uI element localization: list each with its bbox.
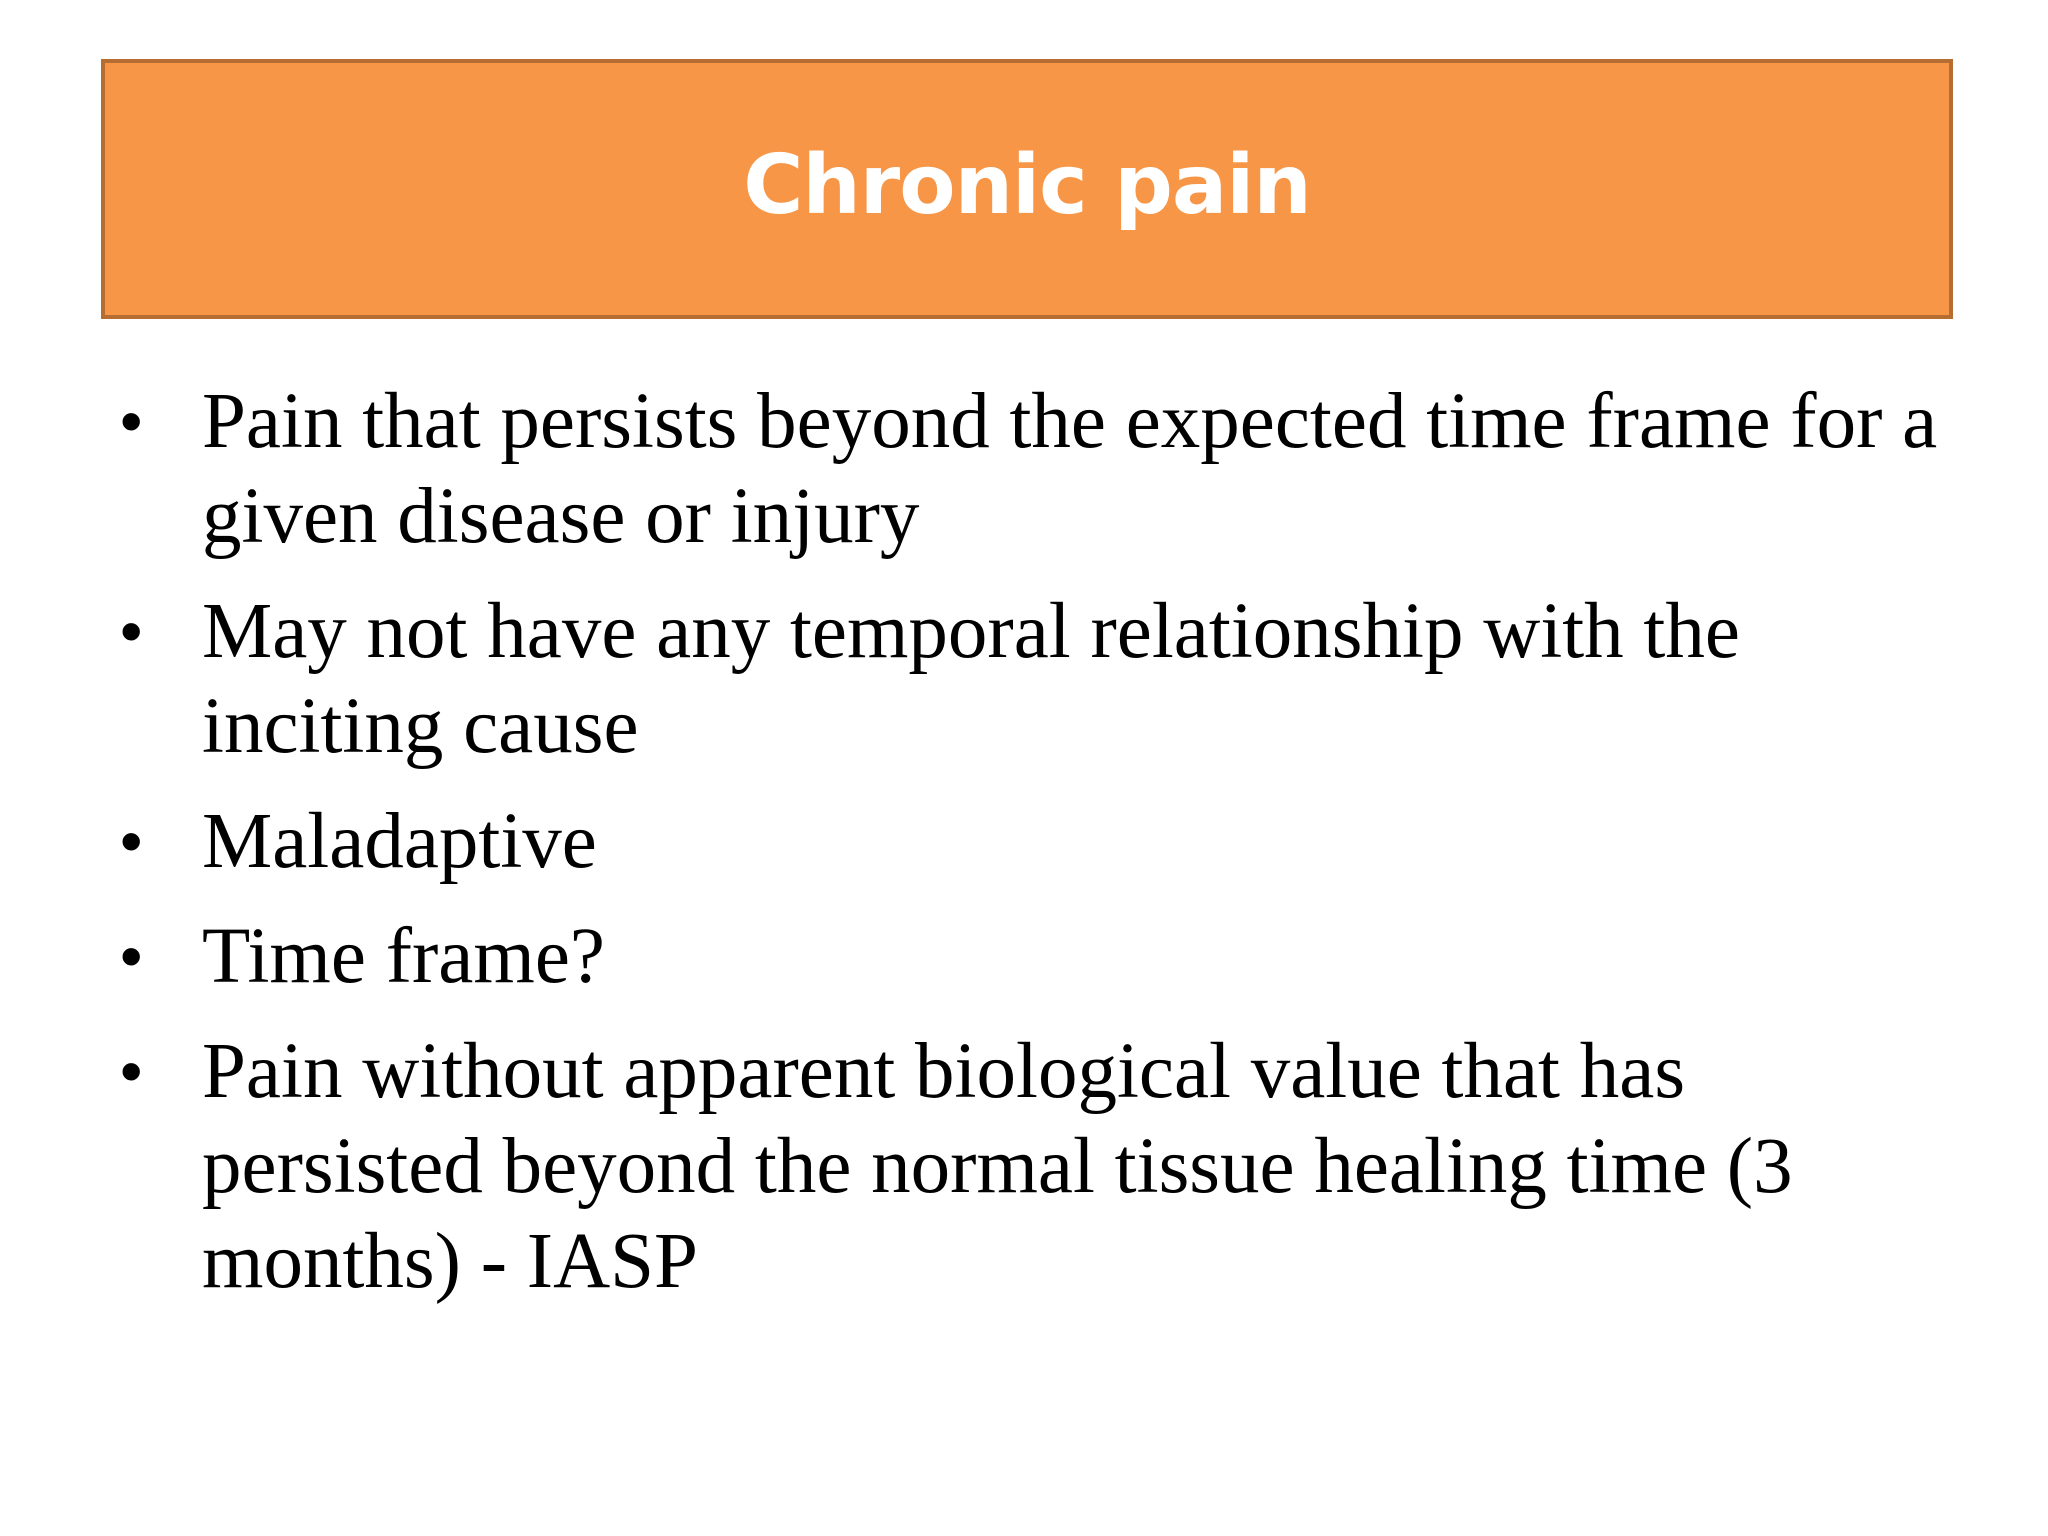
title-banner: [101, 59, 1953, 319]
bullet-item-3: [120, 794, 1940, 889]
bullet-icon: •: [120, 1035, 143, 1107]
bullet-text: Pain that persists beyond the expected time frame for a given disease or injury: [202, 378, 1938, 560]
bullet-icon: •: [120, 805, 143, 877]
bullet-text: Pain without apparent biological value that has persisted beyond the normal tissue healing time (3 months) - IASP: [202, 1028, 1793, 1305]
bullet-text: May not have any temporal relationship with the inciting cause: [202, 588, 1740, 770]
bullet-list: [120, 374, 1940, 1329]
bullet-item-4: [120, 909, 1940, 1004]
bullet-text: Time frame?: [202, 913, 605, 1000]
bullet-text: Maladaptive: [202, 798, 597, 885]
bullet-item-1: [120, 374, 1940, 564]
bullet-item-5: [120, 1024, 1940, 1309]
bullet-icon: •: [120, 920, 143, 992]
slide-title: Chronic pain: [743, 137, 1311, 233]
bullet-icon: •: [120, 595, 143, 667]
bullet-item-2: [120, 584, 1940, 774]
bullet-icon: •: [120, 385, 143, 457]
